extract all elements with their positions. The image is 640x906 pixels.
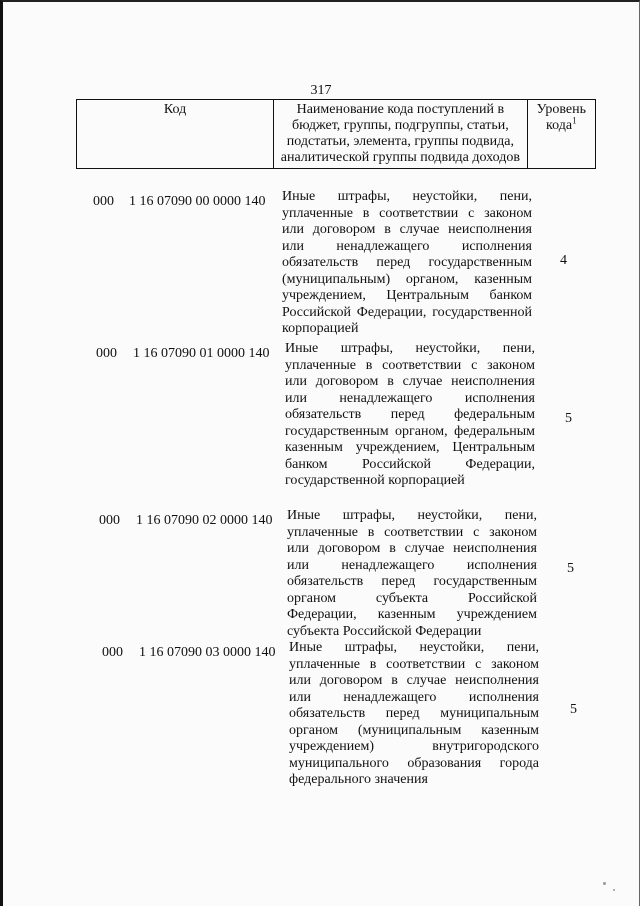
row-prefix: 000 [96,346,117,361]
header-level-footnote: 1 [572,115,577,126]
row-prefix: 000 [102,645,123,660]
scan-speck [603,882,606,885]
row-level: 5 [570,702,577,717]
row-level: 4 [560,253,567,268]
row-code: 1 16 07090 03 0000 140 [139,645,276,660]
row-code: 1 16 07090 01 0000 140 [133,346,270,361]
header-level-label: Уровень кода [536,102,586,133]
row-name: Иные штрафы, неустойки, пени, уплаченные в соответствии с законом или договором в случае неисполнения или ненадлежащего исполнения обязательств перед федеральным государственным органом, федеральным казенным учреждением, Центральным банком Российской Федерации, государственной корпорацией [285,341,535,488]
row-level: 5 [565,411,572,426]
row-name: Иные штрафы, неустойки, пени, уплаченные в соответствии с законом или договором в случае неисполнения или ненадлежащего исполнения обязательств перед государственным органом субъекта Российской Федерации, казенным учреждением субъекта Российской Федерации [287,508,537,639]
row-name: Иные штрафы, неустойки, пени, уплаченные в соответствии с законом или договором в случае неисполнения или ненадлежащего исполнения обязательств перед государственным (муниципальным) органом, казенным учреждением, Центральным банком Российской Федерации, государственной корпорацией [282,189,532,336]
table-header [76,99,596,169]
row-level: 5 [567,561,574,576]
row-name: Иные штрафы, неустойки, пени, уплаченные в соответствии с законом или договором в случае неисполнения или ненадлежащего исполнения обязательств перед муниципальным органом (муниципальным казенным учреждением) внутригородского муниципального образования города федерального значения [289,640,539,787]
header-code-label: Код [163,102,187,117]
row-prefix: 000 [93,194,114,209]
header-name-label: Наименование кода поступлений в бюджет, группы, подгруппы, статьи, подстатьи, элемента, группы подвида, аналитической группы подвида доходов [280,102,520,165]
row-code: 1 16 07090 00 0000 140 [129,194,266,209]
header-code-cell [77,100,274,169]
header-level-cell [527,100,595,169]
row-prefix: 000 [99,513,120,528]
row-code: 1 16 07090 02 0000 140 [136,513,273,528]
scan-speck [613,889,615,891]
header-name-cell [274,100,528,169]
page-number: 317 [310,83,332,98]
